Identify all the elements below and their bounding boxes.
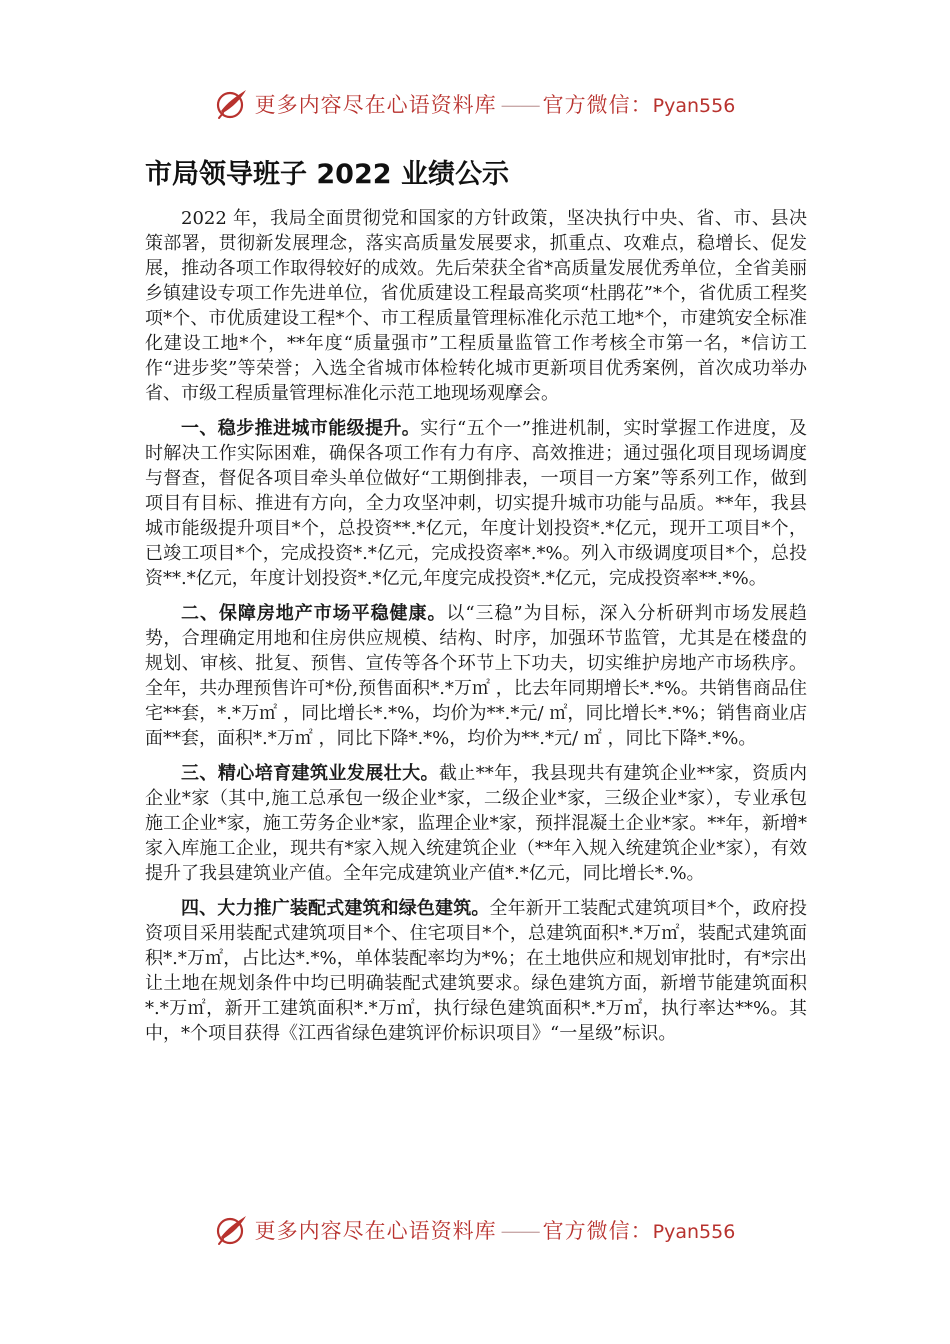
section-paragraph <box>145 416 807 591</box>
footer-banner <box>0 1210 950 1250</box>
section-heading: 二、保障房地产市场平稳健康。 <box>181 603 447 624</box>
section-paragraph <box>145 896 807 1046</box>
banner-contact-id: Pyan556 <box>652 1221 736 1243</box>
section-heading: 三、精心培育建筑业发展壮大。 <box>181 763 439 784</box>
section-body: 以“三稳”为目标，深入分析研判市场发展趋势，合理确定用地和住房供应规模、结构、时序，加强环节监管，尤其是在楼盘的规划、审核、批复、预售、宣传等各个环节上下功夫，切实维护房地产市场秩序。全年，共办理预售许可*份,预售面积*.*万㎡ ，比去年同期增长*.*%。共销售商品住宅**套，*.*万㎡ ，同比增长*.*%，均价为**.*元/ ㎡，同比增长*.*%；销售商业店面**套，面积*.*万㎡ ，同比下降*.*%，均价为**.*元/ ㎡ ，同比下降*.*%。 <box>145 603 807 749</box>
banner-dash: —— <box>500 93 539 117</box>
section-heading: 一、稳步推进城市能级提升。 <box>181 418 421 439</box>
banner-dash: —— <box>500 1219 539 1243</box>
document-title: 市局领导班子 2022 业绩公示 <box>145 159 509 190</box>
section-heading: 四、大力推广装配式建筑和绿色建筑。 <box>181 898 490 919</box>
banner-text <box>255 89 736 119</box>
banner-title: 更多内容尽在心语资料库 <box>254 93 497 117</box>
banner-contact-label: 官方微信： <box>542 93 653 117</box>
document-body <box>145 206 807 1056</box>
banner-title: 更多内容尽在心语资料库 <box>254 1219 497 1243</box>
section-paragraph <box>145 761 807 886</box>
section-body: 截止**年，我县现共有建筑企业**家，资质内企业*家（其中,施工总承包一级企业*家，二级企业*家，三级企业*家），专业承包施工企业*家，施工劳务企业*家，监理企业*家，预拌混凝土企业*家。**年，新增*家入库施工企业，现共有*家入规入统建筑企业（**年入规入统建筑企业*家），有效提升了我县建筑业产值。全年完成建筑业产值*.*亿元，同比增长*.%。 <box>145 763 808 884</box>
intro-paragraph: 2022 年，我局全面贯彻党和国家的方针政策，坚决执行中央、省、市、县决策部署，贯彻新发展理念，落实高质量发展要求，抓重点、攻难点，稳增长、促发展，推动各项工作取得较好的成效。先后荣获全省*高质量发展优秀单位，全省美丽乡镇建设专项工作先进单位，省优质建设工程最高奖项“杜鹃花”*个，省优质工程奖项*个、市优质建设工程*个、市工程质量管理标准化示范工地*个，市建筑安全标准化建设工地*个，**年度“质量强市”工程质量监管工作考核全市第一名，*信访工作“进步奖”等荣誉；入选全省城市体检转化城市更新项目优秀案例，首次成功举办省、市级工程质量管理标准化示范工地现场观摩会。 <box>145 208 807 404</box>
banner-contact-id: Pyan556 <box>652 95 736 117</box>
quill-logo-icon <box>215 1213 249 1247</box>
banner-contact-label: 官方微信： <box>542 1219 653 1243</box>
section-paragraph <box>145 601 807 751</box>
banner-text <box>255 1215 736 1245</box>
header-banner <box>0 84 950 124</box>
quill-logo-icon <box>215 87 249 121</box>
section-body: 实行“五个一”推进机制，实时掌握工作进度，及时解决工作实际困难，确保各项工作有力有序、高效推进；通过强化项目现场调度与督查，督促各项目牵头单位做好“工期倒排表，一项目一方案”等系列工作，做到项目有目标、推进有方向，全力攻坚冲刺，切实提升城市功能与品质。**年，我县城市能级提升项目*个，总投资**.*亿元，年度计划投资*.*亿元，现开工项目*个，已竣工项目*个，完成投资*.*亿元，完成投资率*.*%。列入市级调度项目*个，总投资**.*亿元，年度计划投资*.*亿元,年度完成投资*.*亿元，完成投资率**.*%。 <box>145 418 808 589</box>
section-body: 全年新开工装配式建筑项目*个，政府投资项目采用装配式建筑项目*个、住宅项目*个，总建筑面积*.*万㎡，装配式建筑面积*.*万㎡，占比达*.*%，单体装配率均为*%；在土地供应和规划审批时，有*宗出让土地在规划条件中均已明确装配式建筑要求。绿色建筑方面，新增节能建筑面积*.*万㎡，新开工建筑面积*.*万㎡，执行绿色建筑面积*.*万㎡，执行率达**%。其中，*个项目获得《江西省绿色建筑评价标识项目》“一星级”标识。 <box>145 898 807 1044</box>
